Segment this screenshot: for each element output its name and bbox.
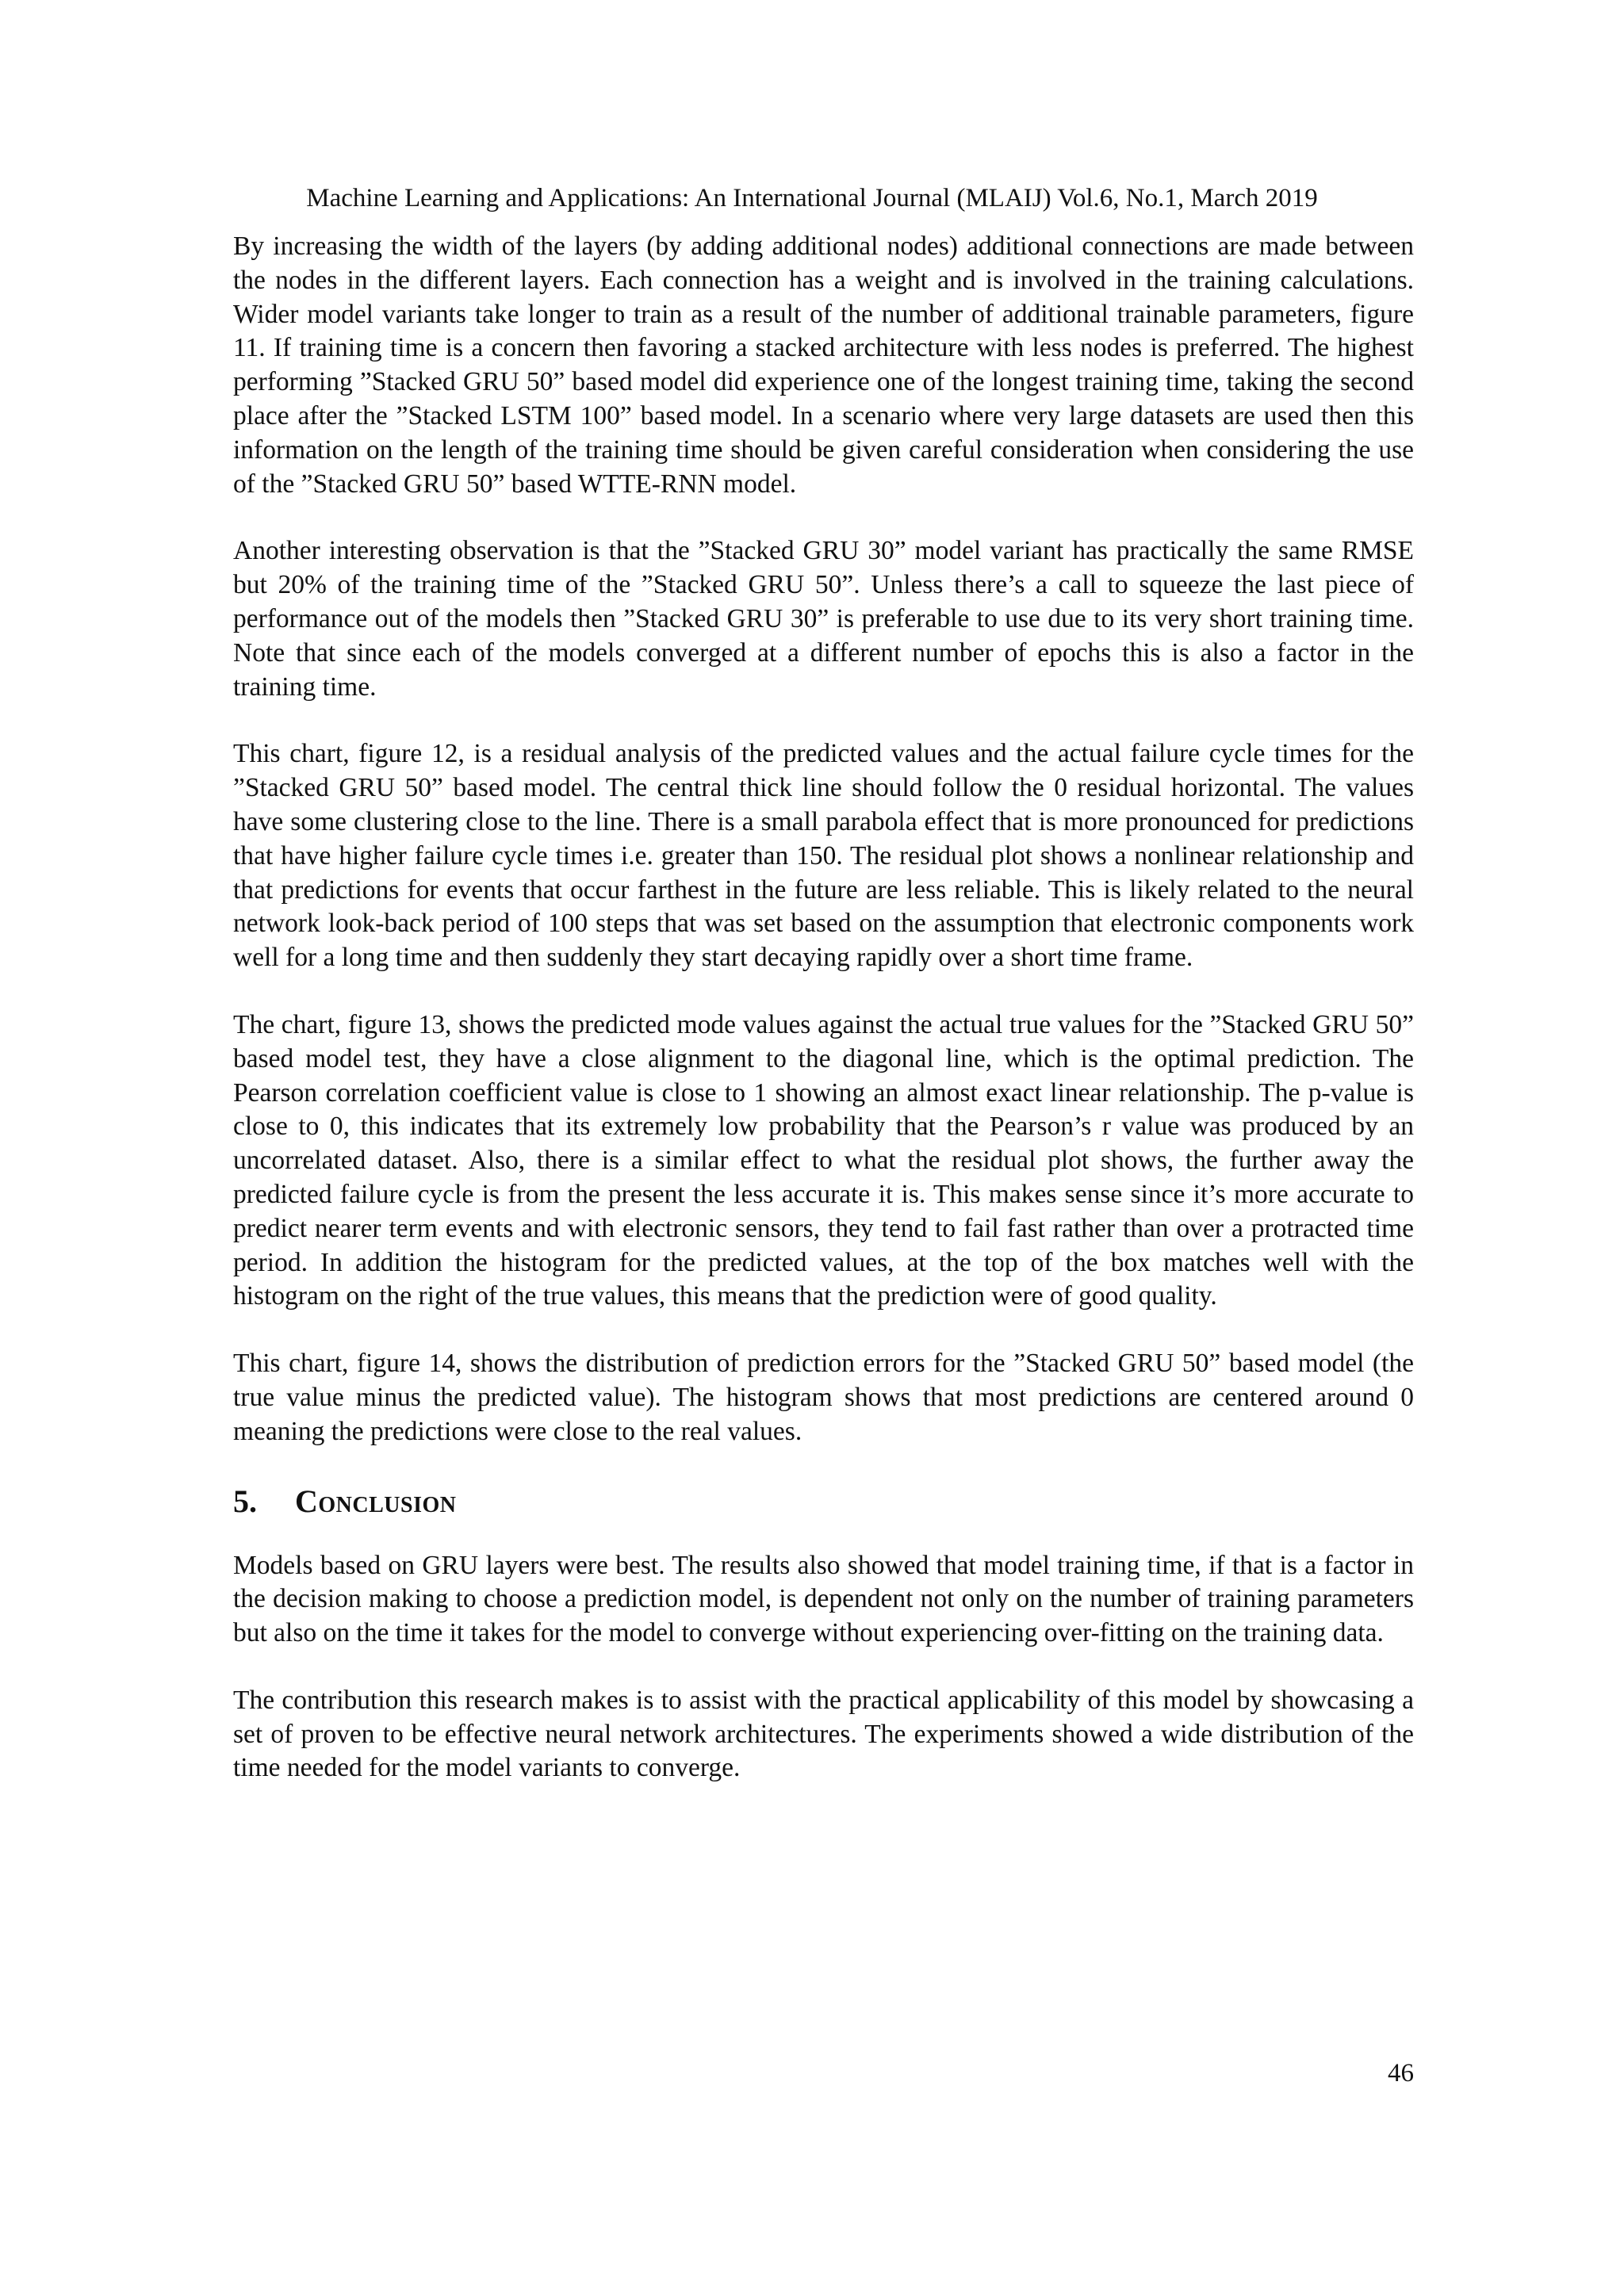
body-text	[233, 230, 1414, 1819]
page-number: 46	[1388, 2059, 1414, 2087]
running-header: Machine Learning and Applications: An International Journal (MLAIJ) Vol.6, No.1, March 2019	[306, 184, 1318, 212]
paragraph-predicted-vs-true: The chart, figure 13, shows the predicted mode values against the actual true values for the ”Stacked GRU 50” based model test, they have a close alignment to the diagonal line, which is the optimal prediction. The Pearson correlation coefficient value is close to 1 showing an almost exact linear relationship. The p-value is close to 0, this indicates that its extremely low probability that the Pearson’s r value was produced by an uncorrelated dataset. Also, there is a similar effect to what the residual plot shows, the further away the predicted failure cycle is from the present the less accurate it is. This makes sense since it’s more accurate to predict nearer term events and with electronic sensors, they tend to fail fast rather than over a protracted time period. In addition the histogram for the predicted values, at the top of the box matches well with the histogram on the right of the true values, this means that the prediction were of good quality.	[233, 1009, 1414, 1311]
paragraph-layer-width: By increasing the width of the layers (by adding additional nodes) additional connections are made between the nodes in the different layers. Each connection has a weight and is involved in the training calculations. Wider model variants take longer to train as a result of the number of additional trainable parameters, figure 11. If training time is a concern then favoring a stacked architecture with less nodes is preferred. The highest performing ”Stacked GRU 50” based model did experience one of the longest training time, taking the second place after the ”Stacked LSTM 100” based model. In a scenario where very large datasets are used then this information on the length of the training time should be given careful consideration when considering the use of the ”Stacked GRU 50” based WTTE-RNN model.	[233, 232, 1414, 499]
section-heading-conclusion	[233, 1483, 1414, 1521]
paragraph-conclusion-gru: Models based on GRU layers were best. The results also showed that model training time, if that is a factor in the decision making to choose a prediction model, is dependent not only on the number of training parameters but also on the time it takes for the model to converge without experiencing over-fitting on the training data.	[233, 1550, 1414, 1648]
paragraph-gru30-observation: Another interesting observation is that the ”Stacked GRU 30” model variant has practically the same RMSE but 20% of the training time of the ”Stacked GRU 50”. Unless there’s a call to squeeze the last piece of performance out of the models then ”Stacked GRU 30” is preferable to use due to its very short training time. Note that since each of the models converged at a different number of epochs this is also a factor in the training time.	[233, 536, 1414, 702]
paragraph-error-distribution: This chart, figure 14, shows the distribution of prediction errors for the ”Stacked GRU 50” based model (the true value minus the predicted value). The histogram shows that most predictions are centered around 0 meaning the predictions were close to the real values.	[233, 1349, 1414, 1446]
paragraph-residual-analysis: This chart, figure 12, is a residual analysis of the predicted values and the actual failure cycle times for the ”Stacked GRU 50” based model. The central thick line should follow the 0 residual horizontal. The values have some clustering close to the line. There is a small parabola effect that is more pronounced for predictions that have higher failure cycle times i.e. greater than 150. The residual plot shows a nonlinear relationship and that predictions for events that occur farthest in the future are less reliable. This is likely related to the neural network look-back period of 100 steps that was set based on the assumption that electronic components work well for a long time and then suddenly they start decaying rapidly over a short time frame.	[233, 739, 1414, 973]
section-number: 5.	[233, 1483, 257, 1519]
section-title: Conclusion	[295, 1483, 457, 1519]
paragraph-conclusion-contribution: The contribution this research makes is to assist with the practical applicability of this model by showcasing a set of proven to be effective neural network architectures. The experiments showed a wide distribution of the time needed for the model variants to converge.	[233, 1685, 1414, 1783]
